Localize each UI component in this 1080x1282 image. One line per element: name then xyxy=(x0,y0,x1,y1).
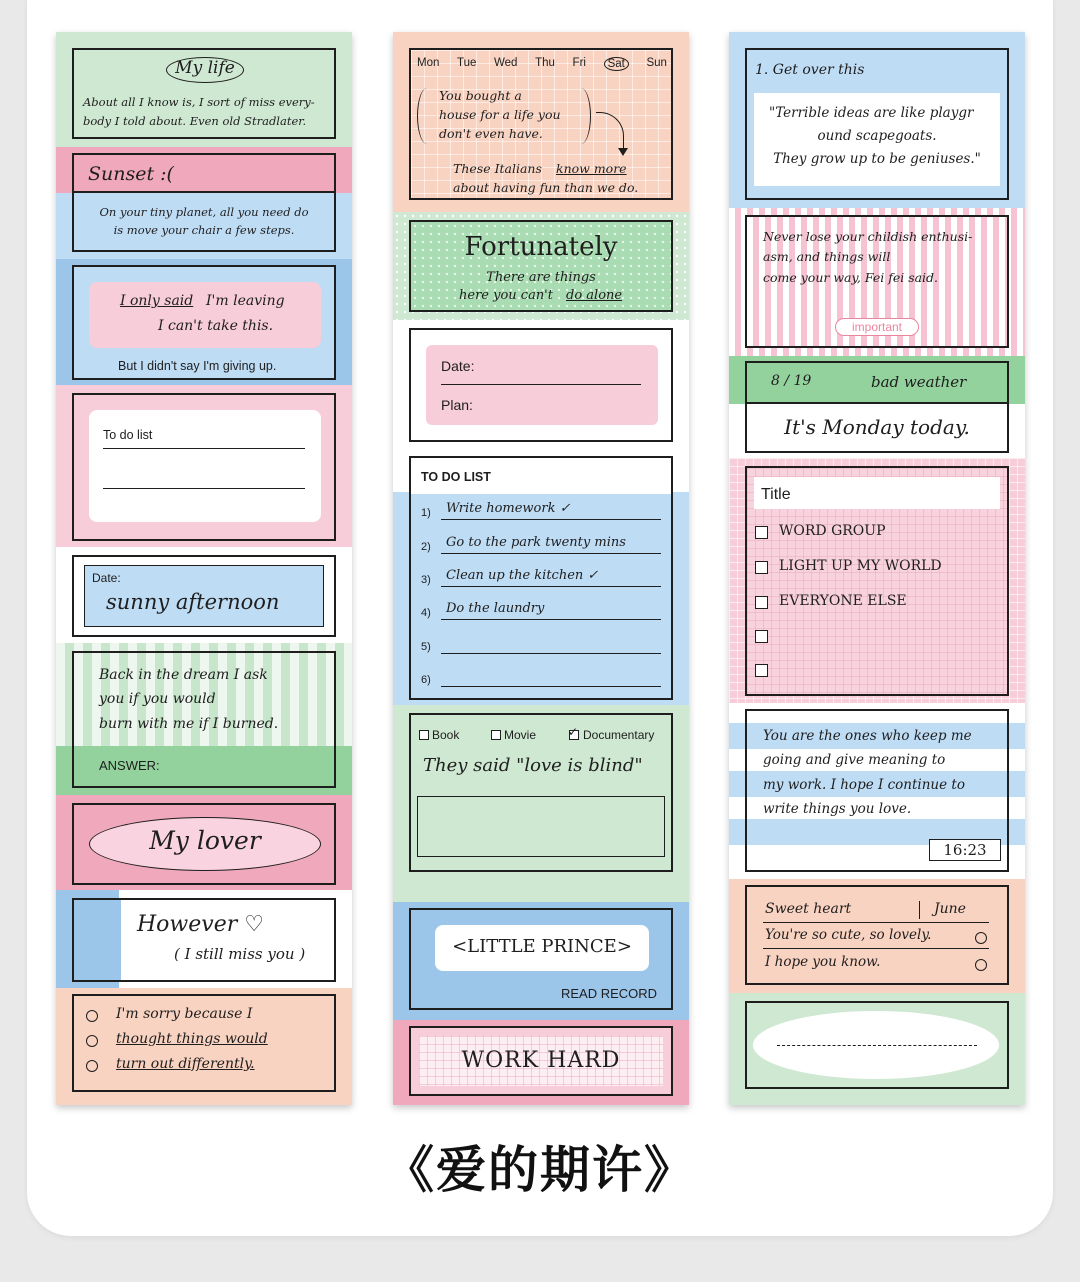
weather-text: It's Monday today. xyxy=(784,415,970,439)
sorry-line2: thought things would xyxy=(116,1031,268,1047)
band-lover xyxy=(56,795,352,890)
checklist-title: Title xyxy=(761,486,791,503)
media-check-row xyxy=(419,725,669,744)
day-fri: Fri xyxy=(572,57,586,69)
fortunately-line2a: here you can't xyxy=(459,288,553,303)
todo-line-1 xyxy=(441,519,661,520)
italians-a: These Italians xyxy=(453,161,542,176)
only-said-line2: I can't take this. xyxy=(158,318,274,334)
media-quote: They said "love is blind" xyxy=(423,755,643,776)
date-value: sunny afternoon xyxy=(106,590,280,614)
checklist-box-1[interactable] xyxy=(755,526,768,539)
todo-text-1: Write homework ✓ xyxy=(446,501,571,516)
todo-line-6 xyxy=(441,686,661,687)
band-week xyxy=(393,32,689,212)
bookmark-strip-2 xyxy=(393,32,689,1105)
get-over-title: 1. Get over this xyxy=(755,62,865,78)
childish-card xyxy=(745,215,1009,348)
work-text: WORK HARD xyxy=(461,1048,621,1073)
todo-text-4: Do the laundry xyxy=(446,601,545,616)
get-over-q1: "Terrible ideas are like playgr xyxy=(769,105,974,121)
todo-num-6: 6) xyxy=(421,674,431,686)
get-over-card xyxy=(745,48,1009,200)
date-plan-plan: Plan: xyxy=(441,397,473,413)
sunset-body xyxy=(74,193,334,250)
sweet-line-2 xyxy=(763,948,989,949)
todo-line-2 xyxy=(441,553,661,554)
checklist-box-2[interactable] xyxy=(755,561,768,574)
bubble-line1: You bought a xyxy=(439,88,522,103)
dream-line2: you if you would xyxy=(99,691,216,707)
lover-text: My lover xyxy=(149,826,261,855)
my-life-line2: body I told about. Even old Stradlater. xyxy=(83,114,307,128)
only-said-pink xyxy=(89,282,321,348)
bubble-paren-right xyxy=(571,88,591,144)
sorry-circle-2 xyxy=(86,1035,98,1047)
get-over-q2: ound scapegoats. xyxy=(817,128,937,144)
day-thu: Thu xyxy=(535,57,555,69)
todo-num-1: 1) xyxy=(421,507,431,519)
todo-line-4 xyxy=(441,619,661,620)
date-plan-card xyxy=(409,328,673,442)
checklist-item-3: EVERYONE ELSE xyxy=(779,593,907,609)
todo-card xyxy=(72,393,336,541)
collection-title: 《爱的期许》 xyxy=(384,1141,696,1199)
band-sorry xyxy=(56,988,352,1105)
my-life-title: My life xyxy=(175,58,235,78)
ones-line4: write things you love. xyxy=(763,801,912,817)
sweet-card xyxy=(745,885,1009,985)
bubble-line3: don't even have. xyxy=(439,126,543,141)
only-said-line3: But I didn't say I'm giving up. xyxy=(118,359,277,373)
weather-date: 8 / 19 xyxy=(771,373,812,389)
band-get-over xyxy=(729,32,1025,208)
fortunately-line2b: do alone xyxy=(566,288,623,303)
book-checkbox[interactable] xyxy=(419,730,429,740)
checklist-box-4[interactable] xyxy=(755,630,768,643)
band-only-said xyxy=(56,259,352,385)
band-todo xyxy=(56,385,352,547)
band-dream xyxy=(56,643,352,795)
todo-line-3 xyxy=(441,586,661,587)
fortunately-card xyxy=(409,220,673,312)
weather-label: bad weather xyxy=(871,373,967,391)
todo-num-2: 2) xyxy=(421,541,431,553)
checklist-box-5[interactable] xyxy=(755,664,768,677)
oval-dashed-line xyxy=(777,1045,977,1046)
fortunately-line1: There are things xyxy=(486,270,596,285)
checklist-card xyxy=(745,466,1009,696)
dream-answer: ANSWER: xyxy=(99,758,160,773)
bookmark-strip-3 xyxy=(729,32,1025,1105)
bubble-paren-left xyxy=(417,88,437,144)
sorry-line3: turn out differently. xyxy=(116,1056,255,1072)
my-life-card xyxy=(72,48,336,139)
sunset-line1: On your tiny planet, all you need do xyxy=(99,205,309,219)
however-blue-in xyxy=(74,900,121,980)
ones-line1: You are the ones who keep me xyxy=(763,728,972,744)
book-label: Book xyxy=(432,728,460,742)
day-wed: Wed xyxy=(494,57,518,69)
media-answer-box xyxy=(417,796,665,857)
band-date xyxy=(56,547,352,643)
weather-card xyxy=(745,361,1009,453)
band-childish xyxy=(729,208,1025,356)
todo-list-card xyxy=(409,456,673,700)
only-said-rest: I'm leaving xyxy=(206,293,285,309)
todo-label: To do list xyxy=(103,428,153,442)
sweet-title: Sweet heart xyxy=(765,901,852,917)
dream-line1: Back in the dream I ask xyxy=(99,667,268,683)
day-tue: Tue xyxy=(457,57,477,69)
bubble-line2: house for a life you xyxy=(439,107,561,122)
todo-num-4: 4) xyxy=(421,607,431,619)
sweet-circle-1 xyxy=(975,932,987,944)
documentary-check-mark: ✓ xyxy=(568,725,579,739)
todo-text-2: Go to the park twenty mins xyxy=(446,535,626,550)
band-work xyxy=(393,1020,689,1105)
italians-line2: about having fun than we do. xyxy=(453,180,639,195)
band-fortunately xyxy=(393,212,689,320)
sweet-month: June xyxy=(934,901,966,917)
lover-card xyxy=(72,803,336,885)
fortunately-title: Fortunately xyxy=(464,232,618,262)
movie-checkbox[interactable] xyxy=(491,730,501,740)
ones-line3: my work. I hope I continue to xyxy=(763,777,965,793)
prince-title: <LITTLE PRINCE> xyxy=(452,936,632,957)
ones-time: 16:23 xyxy=(929,839,1001,861)
todo-list-header: TO DO LIST xyxy=(421,470,491,484)
bookmark-strip-1 xyxy=(56,32,352,1105)
sunset-card xyxy=(72,153,336,252)
date-card xyxy=(72,555,336,637)
band-media xyxy=(393,705,689,902)
italians-b: know more xyxy=(556,161,627,176)
only-said-card xyxy=(72,265,336,380)
ones-line2: going and give meaning to xyxy=(763,752,946,768)
movie-label: Movie xyxy=(504,728,537,742)
date-label: Date: xyxy=(92,571,121,585)
sweet-line-1 xyxy=(763,922,989,923)
band-weather xyxy=(729,356,1025,458)
my-life-line1: About all I know is, I sort of miss every- xyxy=(83,95,315,109)
checklist-item-2: LIGHT UP MY WORLD xyxy=(779,558,942,574)
childish-line3: come your way, Fei fei said. xyxy=(763,270,939,285)
day-sat: Sat xyxy=(604,57,629,71)
dream-line3: burn with me if I burned. xyxy=(99,716,279,732)
band-sweet xyxy=(729,879,1025,993)
band-checklist xyxy=(729,458,1025,703)
band-ones xyxy=(729,703,1025,879)
checklist-box-3[interactable] xyxy=(755,596,768,609)
media-card xyxy=(409,713,673,872)
day-mon: Mon xyxy=(417,57,440,69)
date-plan-date-line xyxy=(441,384,641,385)
sweet-line2: I hope you know. xyxy=(765,954,881,970)
childish-line2: asm, and things will xyxy=(763,249,891,264)
sunset-line2: is move your chair a few steps. xyxy=(113,223,295,237)
sweet-circle-2 xyxy=(975,959,987,971)
band-however xyxy=(56,890,352,988)
sorry-card xyxy=(72,994,336,1092)
work-card xyxy=(409,1026,673,1096)
sweet-line1: You're so cute, so lovely. xyxy=(765,927,932,943)
sorry-circle-3 xyxy=(86,1060,98,1072)
sorry-line1: I'm sorry because I xyxy=(116,1006,253,1022)
oval-card xyxy=(745,1001,1009,1089)
only-said-underlined: I only said xyxy=(120,293,194,309)
band-my-life xyxy=(56,32,352,147)
sweet-divider xyxy=(919,901,920,919)
band-oval xyxy=(729,993,1025,1105)
get-over-q3: They grow up to be geniuses." xyxy=(773,151,981,167)
sorry-circle-1 xyxy=(86,1010,98,1022)
day-sun: Sun xyxy=(646,57,667,69)
documentary-label: Documentary xyxy=(583,728,655,742)
bubble-arrow-head xyxy=(618,148,628,156)
ones-card xyxy=(745,709,1009,872)
prince-card xyxy=(409,908,673,1010)
however-sub: ( I still miss you ) xyxy=(174,945,306,963)
todo-num-3: 3) xyxy=(421,574,431,586)
checklist-item-1: WORD GROUP xyxy=(779,523,886,539)
band-prince xyxy=(393,902,689,1020)
childish-tag: important xyxy=(835,318,919,336)
band-sunset xyxy=(56,147,352,259)
todo-white xyxy=(89,410,321,522)
todo-line-5 xyxy=(441,653,661,654)
childish-line1: Never lose your childish enthusi- xyxy=(763,229,973,244)
sunset-title: Sunset :( xyxy=(88,163,174,185)
week-card xyxy=(409,48,673,200)
dream-card xyxy=(72,651,336,788)
band-todo-list xyxy=(393,450,689,705)
todo-line-2 xyxy=(103,488,305,489)
however-card xyxy=(72,898,336,982)
todo-text-3: Clean up the kitchen ✓ xyxy=(446,568,599,583)
prince-record: READ RECORD xyxy=(561,986,658,1001)
band-date-plan xyxy=(393,320,689,450)
week-days xyxy=(417,57,667,71)
todo-line-1 xyxy=(103,448,305,449)
date-plan-date: Date: xyxy=(441,358,475,374)
however-title: However ♡ xyxy=(137,912,264,937)
todo-num-5: 5) xyxy=(421,641,431,653)
